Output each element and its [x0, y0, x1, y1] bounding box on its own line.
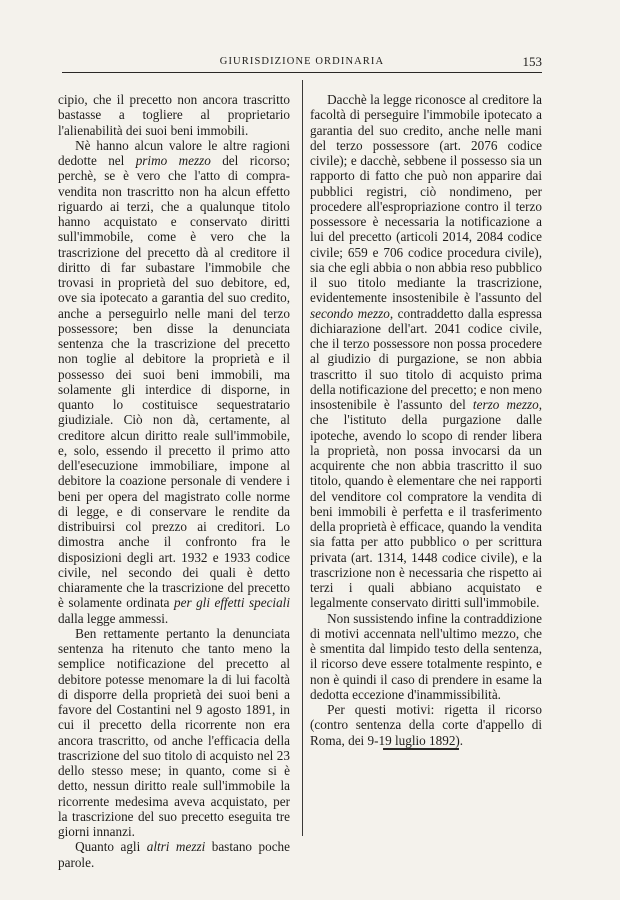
text-run: bastano poche parole.: [58, 839, 290, 870]
text-run: Dacchè la legge riconosce al creditore la facoltà di perseguire l'immobile ipotecato a garantia del suo credito, anche nelle mani del terzo possessore (art. 2076 codice civile); e dacchè, sebbene il possesso sia un rapporto di fatto che può non apparire dai pubblici registri, ciò nondimeno, per procedere all'espropriazione contro il terzo possessore è necessaria la notificazione a lui del precetto (articoli 2014, 2084 codice civile; 659 e 706 codice procedura civile), sia che egli abbia o non abbia reso pubblico il suo titolo mediante la trascrizione, evidentemente insostenibile è l'assunto del: [310, 92, 542, 306]
text-run: Non sussistendo infine la contraddizione di motivi accennata nell'ultimo mezzo, che è smentita dal limpido testo della sentenza, il ricorso deve essere totalmente respinto, e non è quindi il caso di prendere in esame la dedotta eccezione d'inammissibilità.: [310, 610, 542, 702]
paragraph: [310, 611, 542, 703]
italic-text: per gli effetti speciali: [174, 595, 291, 611]
text-run: , contraddetto dalla espressa dichiarazione dell'art. 2041 codice civile, che il terzo possessore non possa procedere al giudizio di purgazione, se non abbia trascritto il suo titolo di acquisto prima della notificazione del precetto; e non meno insostenibile è l'assunto del: [310, 305, 542, 412]
text-run: Per questi motivi: rigetta il ricorso (contro sentenza della corte d'appello di Roma, dei 9-19 luglio 1892).: [310, 702, 542, 748]
text-run: Ben rettamente pertanto la denunciata sentenza ha ritenuto che tanto meno la semplice notificazione del precetto al debitore potesse menomare la di lui facoltà di disporre della proprietà dei suoi beni a favore del Costantini nel 9 agosto 1891, in cui il precetto della ricorrente non era ancora trascritto, od anche l'efficacia della trascrizione del suo titolo di acquisto nel 23 dello stesso mese; in quanto, come si è detto, nessun diritto reale sull'immobile la ricorrente medesima aveva acquistato, per la trascrizione del suo precetto eseguita tre giorni innanzi.: [58, 625, 290, 839]
header-rule: [62, 72, 542, 73]
text-run: cipio, che il precetto non ancora trascritto bastasse a togliere al proprietario l'alienabilità dei suoi beni immobili.: [58, 92, 290, 138]
italic-text: terzo mezzo: [472, 397, 539, 412]
italic-text: altri mezzi: [146, 839, 206, 855]
paragraph: [310, 702, 542, 748]
paragraph: [58, 839, 290, 870]
text-run: dalla legge ammessi.: [58, 610, 169, 626]
text-run: Quanto agli: [75, 839, 147, 855]
column-divider: [302, 80, 303, 836]
paragraph: [58, 92, 290, 138]
text-run: del ricorso; perchè, se è vero che l'atto di compra-vendita non trascritto non ha alcun effetto riguardo ai terzi, che a qualunque titolo hanno acquistato e conservato diritti sull'immobile, come è vero che la trascrizione del precetto dà al creditore il diritto di far subastare l'immobile che trovasi in proprietà del suo debitore, ed, ove sia ipotecato a garantia del suo credito, anche a perseguirlo nelle mani del terzo possessore; ben disse la denunciata sentenza che la trascrizione del precetto non toglie al debitore la proprietà e il possesso dei suoi beni immobili, ma solamente gli interdice di disporne, in quanto lo costituisce sequestratario giudiziale. Ciò non dà, certamente, al creditore alcun diritto reale sull'immobile, e, solo, essendo il precetto il primo atto dell'esecuzione immobiliare, impone al debitore la coazione personale di vendere i beni per opera del magistrato colle norme di legge, e di conservare le rendite da distribuirsi col prezzo ai creditori. Lo dimostra anche il confronto fra le disposizioni degli art. 1932 e 1933 codice civile, nel secondo dei quali è detto chiaramente che la trascrizione del precetto è solamente ordinata: [58, 153, 290, 611]
text-run: Nè hanno alcun valore le altre ragioni dedotte nel: [58, 137, 290, 168]
paragraph: [58, 626, 290, 840]
paragraph: [58, 138, 290, 626]
text-run: , che l'istituto della purgazione dalle ipoteche, avendo lo scopo di render libera la proprietà, non possa invocarsi da un acquirente che non abbia trascritto il suo titolo, quando è elementare che nei rapporti del venditore col compratore la vendita di beni immobili è perfetta e il trasferimento della proprietà è efficace, quando la vendita sia fatta per atto pubblico o per scrittura privata (art. 1314, 1448 codice civile), e la trascrizione non è necessaria che rispetto ai terzi i quali abbiano acquistato e legalmente conservato diritti sull'immobile.: [310, 397, 542, 611]
running-title: GIURISDIZIONE ORDINARIA: [219, 56, 385, 67]
paragraph: [310, 92, 542, 611]
italic-text: primo mezzo: [135, 153, 211, 168]
left-column: [58, 92, 290, 870]
closing-rule: [383, 748, 459, 750]
page-header: [62, 54, 542, 70]
right-column: [310, 92, 542, 748]
page-number: 153: [522, 54, 542, 69]
italic-text: secondo mezzo: [310, 305, 390, 321]
